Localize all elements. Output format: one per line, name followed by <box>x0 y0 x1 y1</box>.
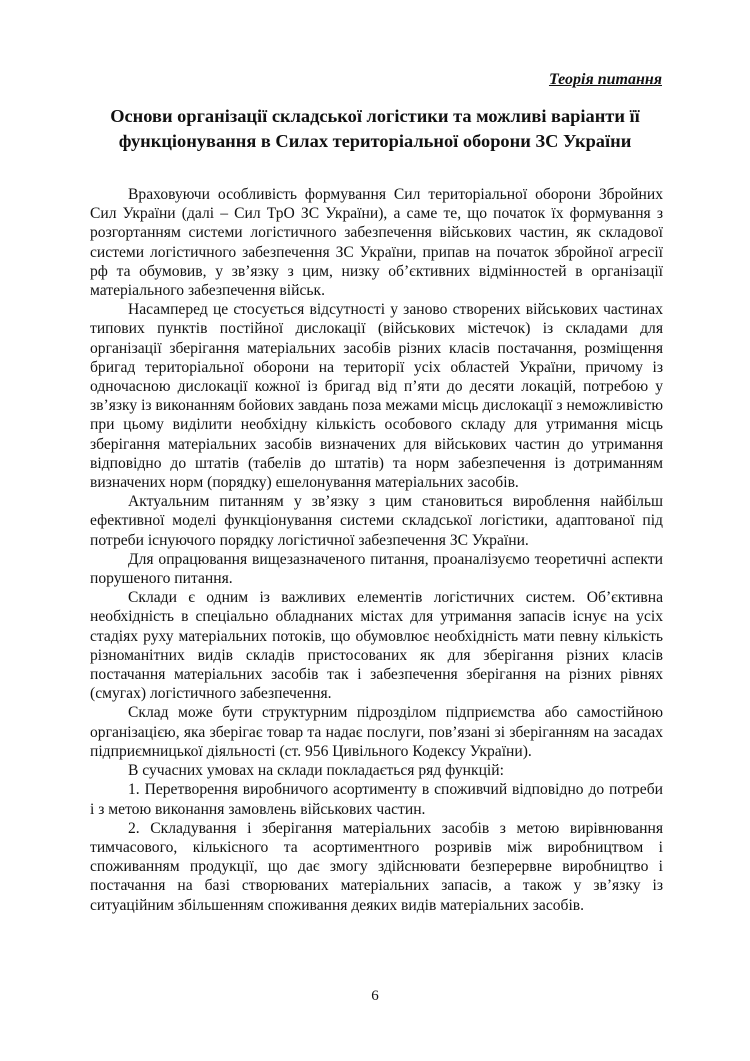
paragraph: Склад може бути структурним підрозділом підприємства або самостійною організацією, яка зберігає товар та надає послуги, пов’язані зі зберіганням на засадах підприємницької діяльності (ст. 956 Цивільного Кодексу України). <box>90 704 663 760</box>
article-body <box>90 185 663 915</box>
paragraph: Насамперед це стосується відсутності у заново створених військових частинах типових пунктів постійної дислокації (військових містечок) із складами для організації зберігання матеріальних засобів різних класів постачання, розміщення бригад територіальної оборони на території усіх областей України, причому із одночасною дислокації кожної із бригад від п’яти до десяти локацій, потребою у зв’язку із виконанням бойових завдань поза межами місць дислокації з неможливістю при цьому виділити необхідну кількість особового складу для утримання місць зберігання матеріальних засобів визначених для військових частин до утримання відповідно до штатів (табелів до штатів) та норм забезпечення із дотриманням визначених норм (порядку) ешелонування матеріальних засобів. <box>90 301 663 492</box>
section-label: Теорія питання <box>548 71 662 88</box>
paragraph: В сучасних умовах на склади покладається ряд функцій: <box>128 762 504 780</box>
list-item: 1. Перетворення виробничого асортименту в споживчий відповідно до потреби і з метою виконання замовлень військових частин. <box>90 781 663 818</box>
page-number: 6 <box>371 988 379 1004</box>
paragraph: Для опрацювання вищезазначеного питання, проаналізуємо теоретичні аспекти порушеного питання. <box>90 550 663 588</box>
paragraph: Склади є одним із важливих елементів логістичних систем. Об’єктивна необхідність в спеціально обладнаних містах для утримання запасів існує на усіх стадіях руху матеріальних потоків, що обумовлює необхідність мати певну кількість різноманітних видів складів пристосованих як для зберігання різних класів постачання матеріальних засобів так і забезпечення зберігання на різних рівнях (смугах) логістичного забезпечення. <box>90 589 663 703</box>
article-title: Основи організації складської логістики та можливі варіанти її функціонування в Силах територіальної оборони ЗС України <box>110 106 640 151</box>
paragraph: Враховуючи особливість формування Сил територіальної оборони Збройних Сил України (далі – Сил ТрО ЗС України), а саме те, що початок їх формування з розгортанням системи логістичного забезпечення військових частин, як складової системи логістичного забезпечення ЗС України, припав на початок збройної агресії рф та обумовив, у зв’язку з цим, низку об’єктивних відмінностей в організації матеріального забезпечення військ. <box>90 186 663 300</box>
list-item: 2. Складування і зберігання матеріальних засобів з метою вирівнювання тимчасового, кількісного та асортиментного розривів між виробництвом і споживанням продукції, що дає змогу здійснювати безперервне виробництво і постачання на базі створюваних матеріальних запасів, а також у зв’язку із ситуаційним збільшенням споживання деяких видів матеріальних засобів. <box>90 819 663 914</box>
paragraph: Актуальним питанням у зв’язку з цим становиться вироблення найбільш ефективної моделі функціонування системи складської логістики, адаптованої під потреби існуючого порядку логістичної забезпечення ЗС України. <box>90 493 663 549</box>
